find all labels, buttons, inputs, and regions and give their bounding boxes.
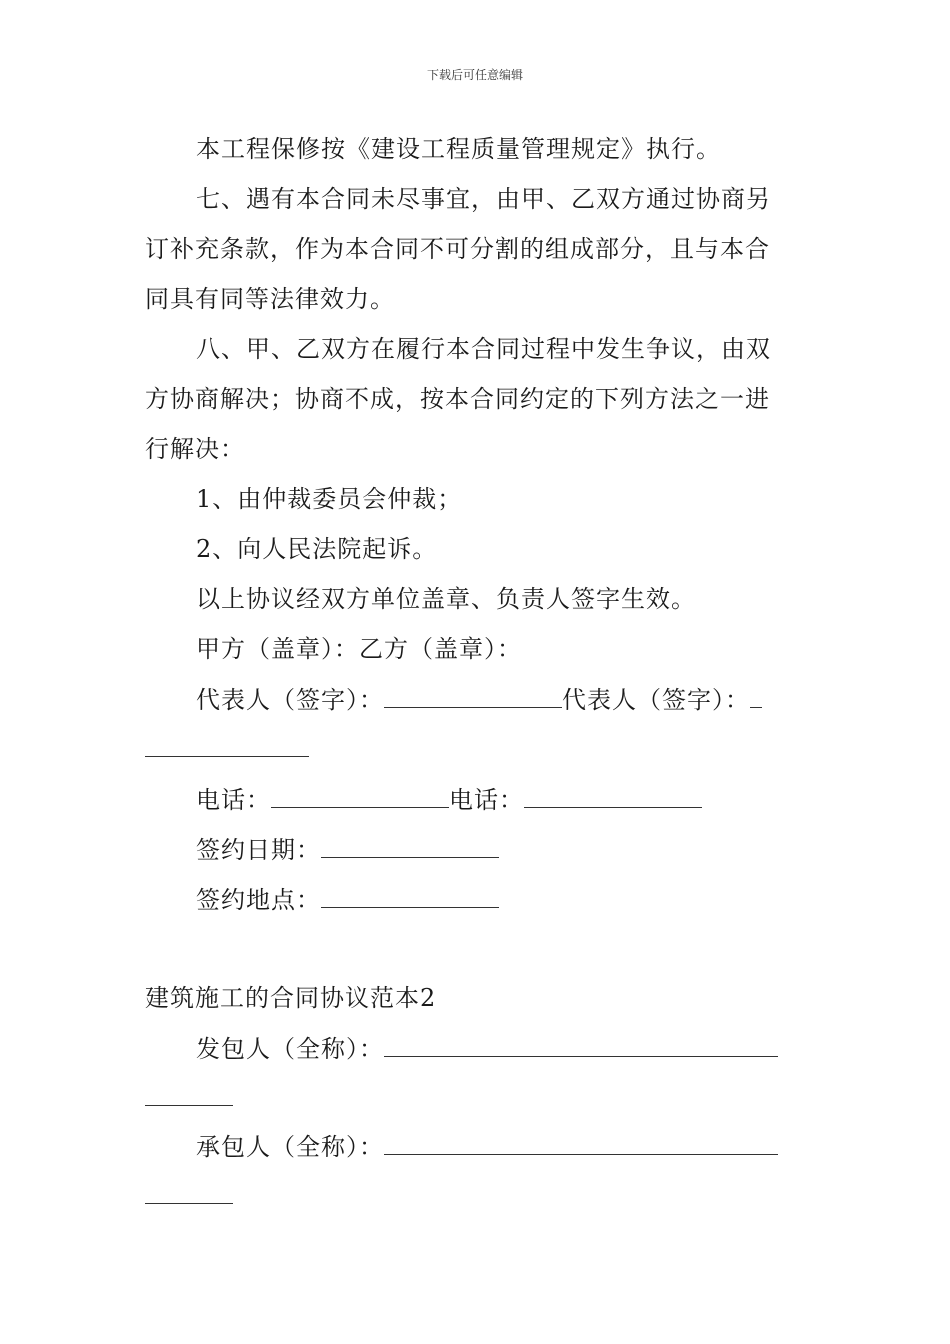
rep-a-blank [384, 683, 562, 708]
employer-label: 发包人（全称）： [196, 1035, 384, 1063]
sign-date-label: 签约日期： [196, 836, 321, 864]
contractor-blank [384, 1130, 778, 1155]
paragraph-warranty: 本工程保修按《建设工程质量管理规定》执行。 [196, 135, 721, 163]
clause-8-line-3: 行解决： [145, 435, 245, 463]
clause-8-line-1: 八、甲、乙双方在履行本合同过程中发生争议，由双 [196, 335, 771, 363]
employer-blank-continued [145, 1105, 233, 1106]
employer-blank [384, 1032, 778, 1057]
phone-a-blank [271, 783, 449, 808]
clause-8-line-2: 方协商解决；协商不成，按本合同约定的下列方法之一进 [145, 385, 770, 413]
contractor-label: 承包人（全称）： [196, 1133, 384, 1161]
phone-b-blank [524, 783, 702, 808]
seal-line: 甲方（盖章）：乙方（盖章）： [196, 635, 522, 663]
contractor-blank-continued [145, 1203, 233, 1204]
clause-7-line-3: 同具有同等法律效力。 [145, 285, 395, 313]
sign-date-blank [321, 833, 499, 858]
sign-place-line [196, 883, 499, 916]
page-header-note: 下载后可任意编辑 [426, 68, 523, 82]
clause-7-line-2: 订补充条款，作为本合同不可分割的组成部分，且与本合 [145, 235, 770, 263]
list-item-arbitration: 1、由仲裁委员会仲裁； [196, 485, 463, 513]
employer-line [196, 1032, 778, 1065]
sign-place-label: 签约地点： [196, 886, 321, 914]
section-2-title: 建筑施工的合同协议范本2 [145, 984, 437, 1012]
sign-date-line [196, 833, 499, 866]
rep-b-blank-continued [145, 756, 309, 757]
sign-place-blank [321, 883, 499, 908]
paragraph-effective: 以上协议经双方单位盖章、负责人签字生效。 [196, 585, 696, 613]
list-item-lawsuit: 2、向人民法院起诉。 [196, 535, 438, 563]
contractor-line [196, 1130, 778, 1163]
representative-line [196, 683, 762, 716]
rep-a-label: 代表人（签字）： [196, 686, 384, 714]
phone-a-label: 电话： [196, 786, 271, 814]
clause-7-line-1: 七、遇有本合同未尽事宜，由甲、乙双方通过协商另 [196, 185, 771, 213]
rep-b-label: 代表人（签字）： [562, 686, 750, 714]
phone-line [196, 783, 702, 816]
phone-b-label: 电话： [449, 786, 524, 814]
rep-b-blank-start [750, 683, 762, 708]
